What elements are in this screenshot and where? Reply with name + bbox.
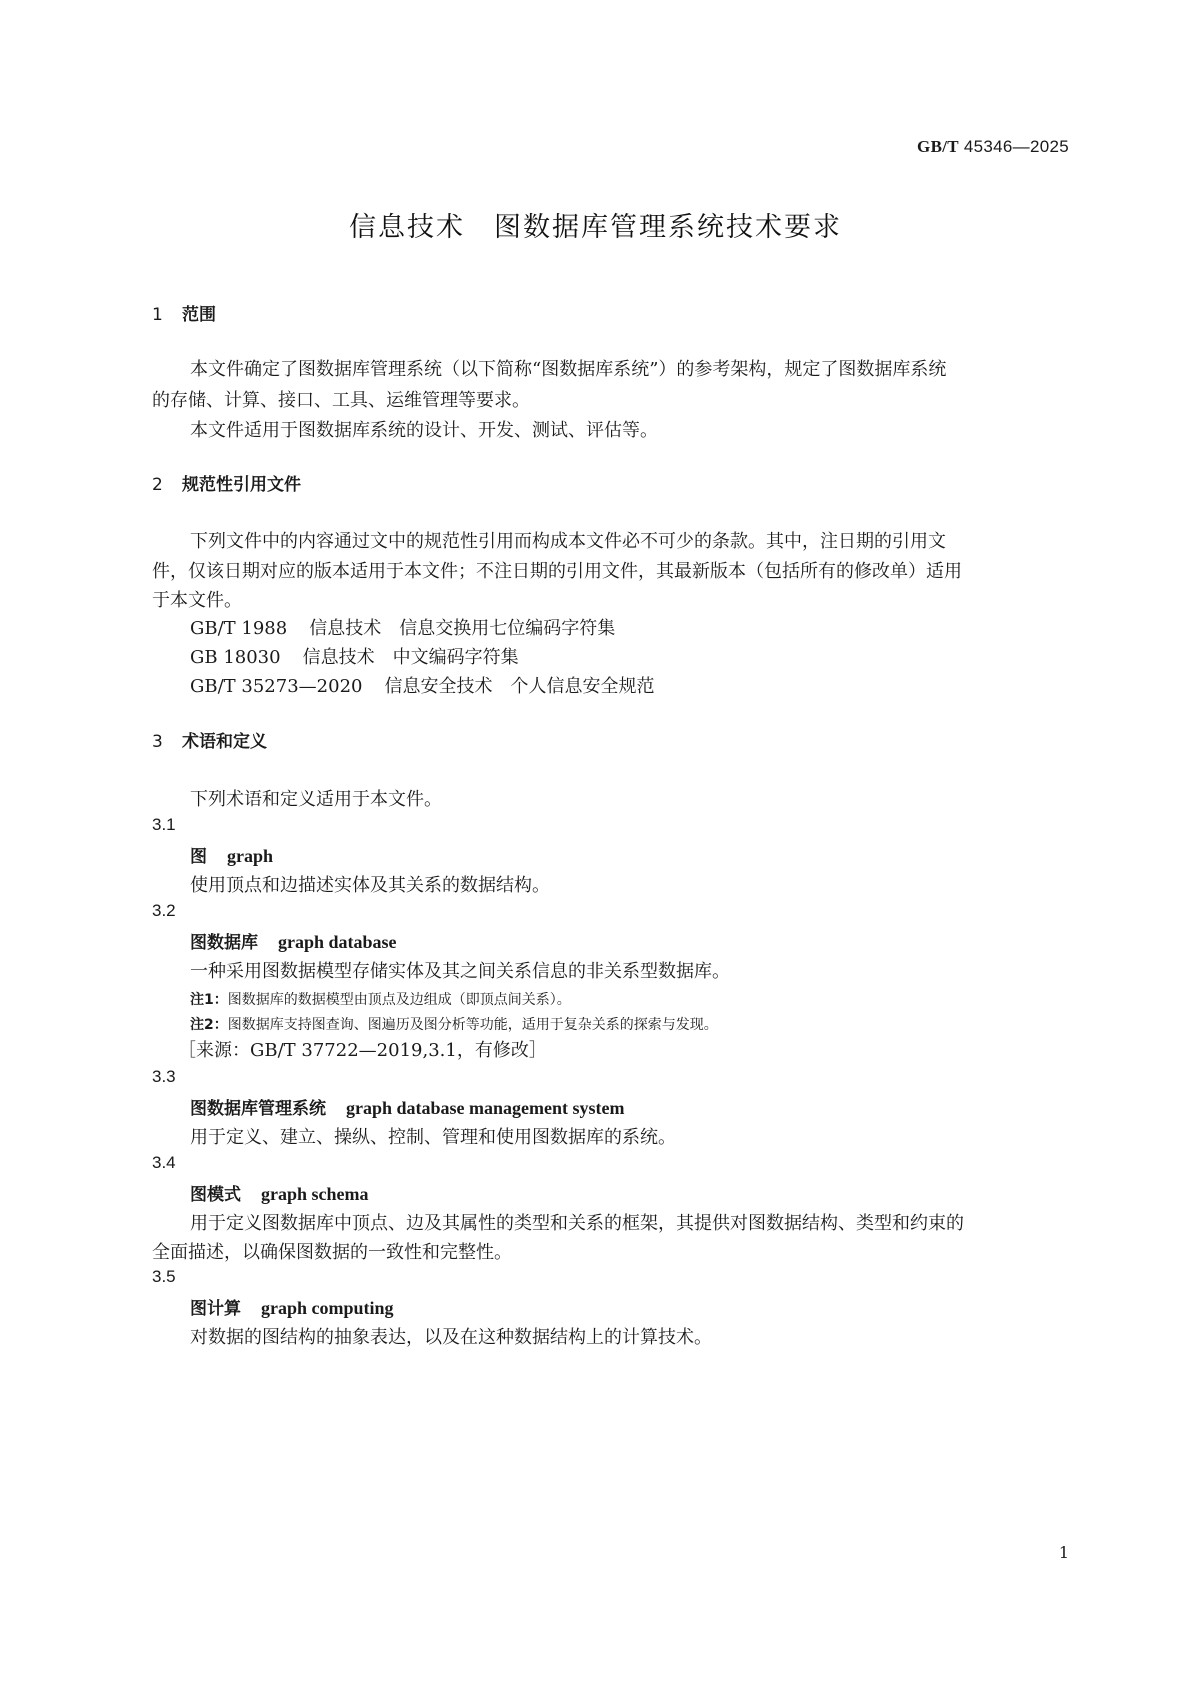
term-number: 3.3 xyxy=(152,1067,176,1086)
term-note: 注2：图数据库支持图查询、图遍历及图分析等功能，适用于复杂关系的探索与发现。 xyxy=(190,1017,718,1033)
term-definition: 使用顶点和边描述实体及其关系的数据结构。 xyxy=(190,875,550,896)
references-intro-line-1: 下列文件中的内容通过文中的规范性引用而构成本文件必不可少的条款。其中，注日期的引用文 xyxy=(190,531,946,552)
term-heading: 图 graph xyxy=(190,846,274,867)
references-intro-line-2: 件，仅该日期对应的版本适用于本文件；不注日期的引用文件，其最新版本（包括所有的修改单）适用 xyxy=(152,561,962,582)
term-number: 3.1 xyxy=(152,815,176,834)
term-source: ［来源：GB/T 37722—2019,3.1，有修改］ xyxy=(178,1040,547,1061)
term-heading: 图数据库 graph database xyxy=(190,932,397,953)
section-3-heading: 3 术语和定义 xyxy=(152,732,267,752)
term-definition: 用于定义、建立、操纵、控制、管理和使用图数据库的系统。 xyxy=(190,1127,676,1148)
reference-item: GB/T 1988 信息技术 信息交换用七位编码字符集 xyxy=(190,618,616,639)
term-heading: 图计算 graph computing xyxy=(190,1298,394,1319)
scope-applicability: 本文件适用于图数据库系统的设计、开发、测试、评估等。 xyxy=(190,420,658,441)
page-number: 1 xyxy=(1058,1543,1069,1562)
term-definition: 一种采用图数据模型存储实体及其之间关系信息的非关系型数据库。 xyxy=(190,961,730,982)
term-definition-line-2: 全面描述，以确保图数据的一致性和完整性。 xyxy=(152,1242,512,1263)
term-heading: 图模式 graph schema xyxy=(190,1184,369,1205)
term-number: 3.2 xyxy=(152,901,176,920)
term-number: 3.4 xyxy=(152,1153,176,1172)
section-1-heading: 1 范围 xyxy=(152,305,216,325)
term-number: 3.5 xyxy=(152,1267,176,1286)
document-title: 信息技术 图数据库管理系统技术要求 xyxy=(349,212,842,243)
terms-intro: 下列术语和定义适用于本文件。 xyxy=(190,789,442,810)
term-heading: 图数据库管理系统 graph database management system xyxy=(190,1098,625,1119)
term-definition: 对数据的图结构的抽象表达，以及在这种数据结构上的计算技术。 xyxy=(190,1327,712,1348)
term-definition-line-1: 用于定义图数据库中顶点、边及其属性的类型和关系的框架，其提供对图数据结构、类型和约束的 xyxy=(190,1213,964,1234)
scope-paragraph-line-1: 本文件确定了图数据库管理系统（以下简称“图数据库系统”）的参考架构，规定了图数据库系统 xyxy=(190,359,947,380)
term-note: 注1：图数据库的数据模型由顶点及边组成（即顶点间关系）。 xyxy=(190,992,571,1008)
section-2-heading: 2 规范性引用文件 xyxy=(152,475,301,495)
reference-item: GB/T 35273—2020 信息安全技术 个人信息安全规范 xyxy=(190,676,655,697)
scope-paragraph-line-2: 的存储、计算、接口、工具、运维管理等要求。 xyxy=(152,390,530,411)
references-intro-line-3: 于本文件。 xyxy=(152,590,242,611)
reference-item: GB 18030 信息技术 中文编码字符集 xyxy=(190,647,519,668)
standard-number: GB/T 45346—2025 xyxy=(917,137,1069,156)
